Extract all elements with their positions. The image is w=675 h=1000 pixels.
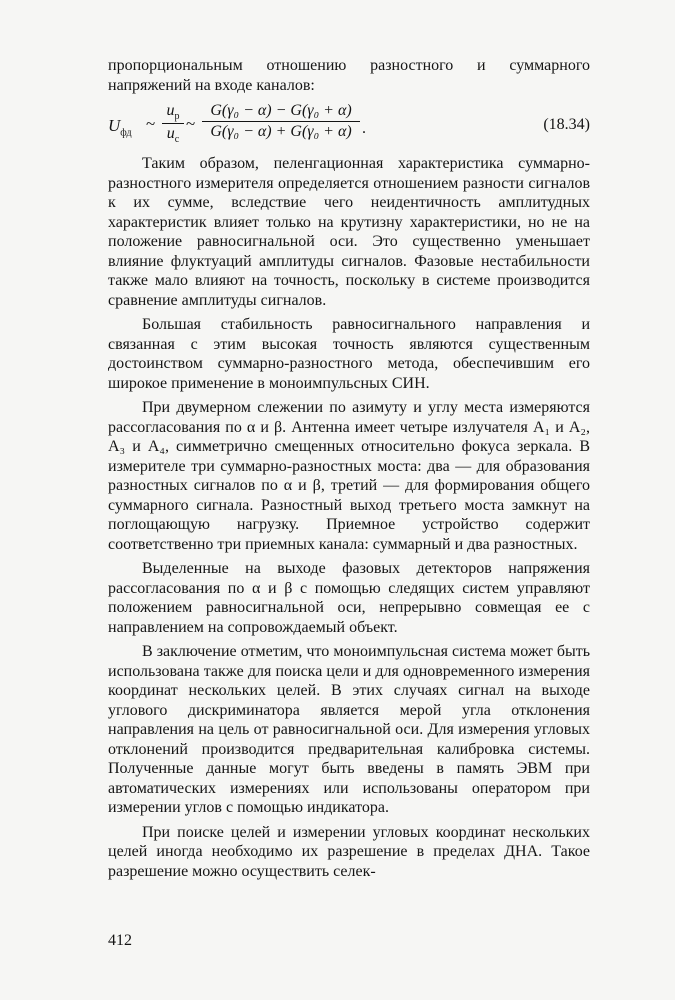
intro-paragraph: пропорциональным отношению разностного и суммарного напряжений на входе каналов:: [108, 57, 590, 94]
paragraph-4: Выделенные на выходе фазовых детекторов напряжения рассогласования по α и β с помощью следящих систем управляют положением равносигнальной оси, непрерывно совмещая ее с направлением на сопровождаемый объект.: [108, 560, 590, 636]
page-number: 412: [108, 932, 132, 949]
formula-ratio-denominator: u: [166, 125, 175, 143]
paragraph-6: При поиске целей и измерении угловых координат нескольких целей иногда необходимо их разрешение в пределах ДНА. Такое разрешение можно осуществить селек-: [108, 823, 590, 880]
formula-18-34: [108, 98, 590, 154]
formula-ratio-numerator: u: [166, 102, 175, 119]
formula-ratio-numerator-sub: р: [174, 111, 180, 123]
formula-main-bar: [202, 121, 360, 122]
formula-main-denominator: G(γ₀ − α) + G(γ₀ + α): [210, 123, 352, 140]
formula-ratio-bar: [162, 123, 184, 124]
formula-lhs-symbol: U: [108, 116, 121, 135]
intro-text: [108, 56, 590, 95]
formula-ratio-denominator-sub: с: [174, 134, 180, 146]
formula-main-fraction: [202, 102, 360, 141]
paragraph-3: При двумерном слежении по азимуту и углу места измеряются рассогласования по α и β. Антенна имеет четыре излучателя A₁ и A₂, A₃ и A₄, симметрично смещенных относительно фокуса зеркала. В измерителе три суммарно-разностных моста: два — для образования разностных сигналов по α и β, третий — для формирования общего суммарного сигнала. Разностный выход третьего моста замкнут на поглощающую нагрузку. Приемное устройство содержит соответственно три приемных канала: суммарный и два разностных.: [108, 399, 590, 553]
formula-lhs: [108, 116, 132, 138]
formula-ratio: [162, 102, 184, 145]
paragraph-5: В заключение отметим, что моноимпульсная система может быть использована также для поиска цели и для одновременного измерения координат нескольких целей. В этих случаях сигнал на выходе углового дискриминатора является мерой угла отклонения направления на цель от равносигнальной оси. Для измерения угловых отклонений производится предварительная калибровка системы. Полученные данные могут быть введены в память ЭВМ при автоматических измерениях или использованы оператором при измерении углов с помощью индикатора.: [108, 643, 590, 816]
paragraph-2: Большая стабильность равносигнального направления и связанная с этим высокая точность являются существенным достоинством суммарно-разностного метода, обеспечившим его широкое применение в моноимпульсных СИН.: [108, 316, 590, 392]
formula-tilde-1: ~: [146, 114, 156, 133]
formula-end: .: [362, 120, 366, 137]
body-text: [108, 154, 590, 881]
equation-number: (18.34): [543, 116, 590, 133]
paragraph-1: Таким образом, пеленгационная характеристика суммарно-разностного измерителя определяется отношением разности сигналов к их сумме, вследствие чего неидентичность амплитудных характеристик влияет только на крутизну характеристики, но не на положение равносигнальной оси. Это существенно уменьшает влияние флуктуаций амплитуды сигналов. Фазовые нестабильности также мало влияют на точность, поскольку в системе производится сравнение амплитуды сигналов.: [108, 155, 590, 309]
formula-lhs-subscript: фд: [120, 127, 132, 139]
formula-main-numerator: G(γ₀ − α) − G(γ₀ + α): [210, 102, 352, 119]
formula-tilde-2: ~: [186, 114, 196, 133]
